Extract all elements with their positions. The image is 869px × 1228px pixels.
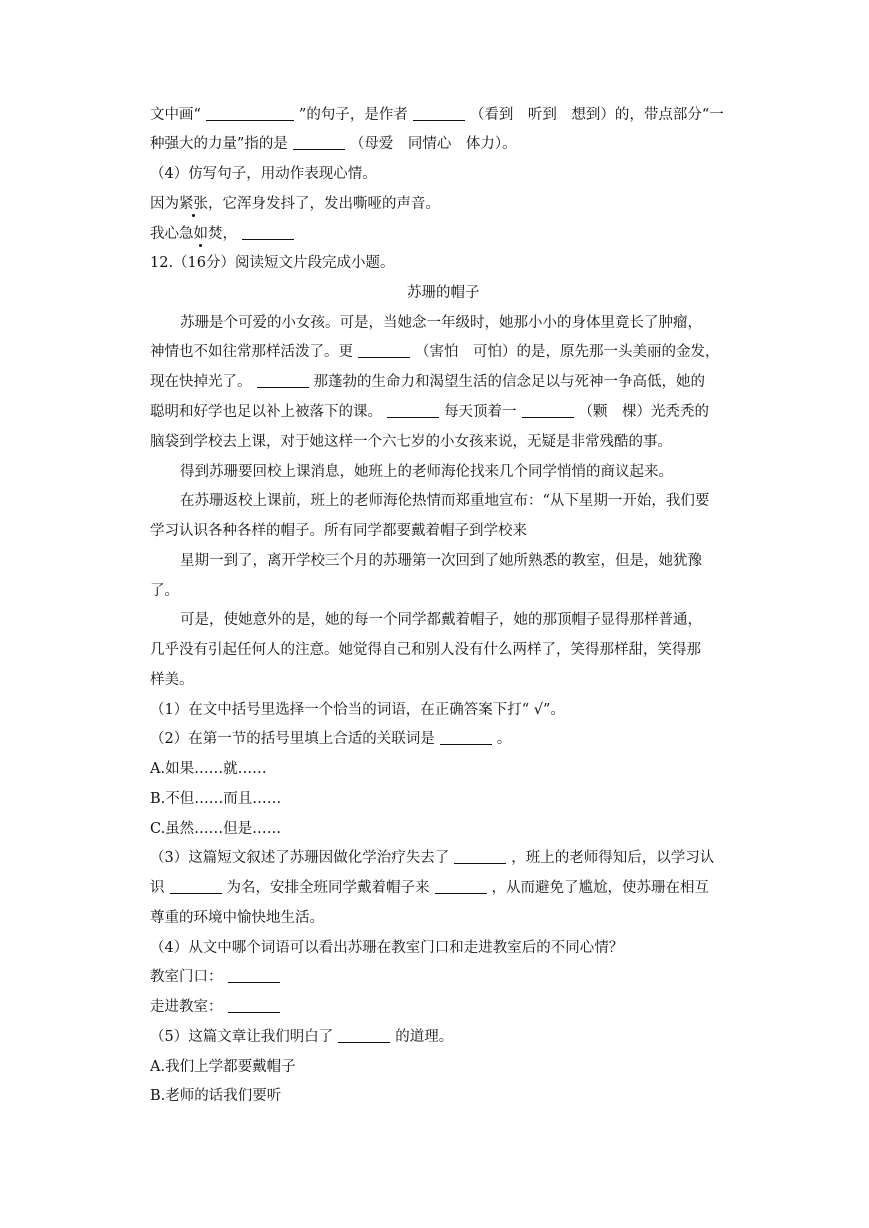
- text: 文中画“: [150, 107, 201, 123]
- answer-blank[interactable]: [242, 225, 294, 240]
- text: （2）在第一节的括号里填上合适的关联词是: [150, 731, 435, 747]
- text: 聪明和好学也足以补上被落下的课。: [150, 404, 382, 420]
- answer-line: [150, 997, 285, 1017]
- text: 每天顶着一: [444, 404, 517, 420]
- passage-line: [150, 402, 709, 422]
- text-line: [150, 134, 517, 154]
- answer-blank[interactable]: [522, 403, 574, 418]
- question-4: （4）仿写句子，用动作表现心情。: [150, 166, 377, 182]
- answer-blank[interactable]: [440, 730, 492, 745]
- question-12: 12.（16分）阅读短文片段完成小题。: [150, 255, 395, 271]
- sub-question-3-line: [150, 878, 709, 898]
- text: 现在快掉光了。: [150, 374, 252, 390]
- text: 识: [150, 880, 165, 896]
- answer-blank[interactable]: [387, 403, 439, 418]
- answer-blank[interactable]: [413, 106, 465, 121]
- answer-blank[interactable]: [454, 849, 506, 864]
- text: 因为: [150, 196, 179, 212]
- sub-question-1: （1）在文中括号里选择一个恰当的词语，在正确答案下打“ √”。: [150, 702, 565, 718]
- dotted-text: 急如焚: [179, 226, 223, 242]
- passage-line: 在苏珊返校上课前，班上的老师海伦热情而郑重地宣布：“从下星期一开始，我们要: [180, 493, 710, 509]
- text: 走进教室：: [150, 999, 223, 1015]
- answer-blank[interactable]: [338, 1028, 390, 1043]
- sub-question-2: [150, 729, 511, 749]
- dotted-text: 紧张: [179, 196, 208, 212]
- text: 的道理。: [395, 1029, 454, 1045]
- text: 那蓬勃的生命力和渴望生活的信念足以与死神一争高低，她的: [313, 374, 705, 390]
- answer-blank[interactable]: [228, 998, 280, 1013]
- option-b[interactable]: B.不但……而且……: [150, 791, 282, 807]
- passage-line: 学习认识各种各样的帽子。所有同学都要戴着帽子到学校来: [150, 523, 527, 539]
- text: 。: [496, 731, 512, 747]
- answer-blank[interactable]: [257, 373, 309, 388]
- text: 我心: [150, 226, 179, 242]
- answer-blank[interactable]: [293, 135, 345, 150]
- option-a[interactable]: A.我们上学都要戴帽子: [150, 1059, 296, 1075]
- text: （害怕 可怕）的是，原先那一头美丽的金发，: [415, 344, 720, 360]
- text: （5）这篇文章让我们明白了: [150, 1029, 334, 1045]
- text: （母爱 同情心 体力）。: [349, 136, 517, 152]
- answer-blank[interactable]: [435, 879, 487, 894]
- text-line: [150, 105, 724, 125]
- option-c[interactable]: C.虽然……但是……: [150, 821, 282, 837]
- answer-line: [150, 967, 285, 987]
- answer-blank[interactable]: [170, 879, 222, 894]
- text: （颗 棵）光秃秃的: [578, 404, 709, 420]
- answer-blank[interactable]: [228, 968, 280, 983]
- text: ，它浑身发抖了，发出嘶哑的声音。: [208, 196, 440, 212]
- passage-line: 几乎没有引起任何人的注意。她觉得自己和别人没有什么两样了，笑得那样甜，笑得那: [150, 642, 701, 658]
- option-a[interactable]: A.如果……就……: [150, 761, 267, 777]
- passage-line: 脑袋到学校去上课，对于她这样一个六七岁的小女孩来说，无疑是非常残酷的事。: [150, 434, 672, 450]
- example-sentence: [150, 194, 440, 214]
- passage-line: [150, 372, 705, 392]
- passage-line: 得到苏珊要回校上课消息，她班上的老师海伦找来几个同学悄悄的商议起来。: [180, 464, 673, 480]
- text: 教室门口：: [150, 969, 223, 985]
- passage-line: 样美。: [150, 672, 194, 688]
- sub-question-3-line: 尊重的环境中愉快地生活。: [150, 910, 324, 926]
- sub-question-4: （4）从文中哪个词语可以看出苏珊在教室门口和走进教室后的不同心情？: [150, 940, 624, 956]
- text: ，: [222, 226, 237, 242]
- text: 神情也不如往常那样活泼了。更: [150, 344, 353, 360]
- answer-blank[interactable]: [206, 106, 294, 121]
- text: ，班上的老师得知后，以学习认: [511, 850, 715, 866]
- sub-question-5: [150, 1027, 453, 1047]
- text: （3）这篇短文叙述了苏珊因做化学治疗失去了: [150, 850, 450, 866]
- passage-line: [150, 342, 720, 362]
- text: 种强大的力量”指的是: [150, 136, 288, 152]
- answer-blank[interactable]: [358, 343, 410, 358]
- text: ，从而避免了尴尬，使苏珊在相互: [491, 880, 709, 896]
- imitation-sentence: [150, 224, 299, 244]
- passage-title: 苏珊的帽子: [407, 285, 480, 301]
- passage-line: 了。: [150, 583, 179, 599]
- text: 为名，安排全班同学戴着帽子来: [226, 880, 430, 896]
- passage-line: 可是，使她意外的是，她的每一个同学都戴着帽子，她的那顶帽子显得那样普通，: [180, 612, 702, 628]
- text: ”的句子，是作者: [298, 107, 408, 123]
- sub-question-3: [150, 848, 714, 868]
- passage-line: 星期一到了，离开学校三个月的苏珊第一次回到了她所熟悉的教室，但是，她犹豫: [180, 553, 702, 569]
- passage-line: 苏珊是个可爱的小女孩。可是，当她念一年级时，她那小小的身体里竟长了肿瘤，: [180, 315, 702, 331]
- text: （看到 听到 想到）的，带点部分“一: [469, 107, 724, 123]
- option-b[interactable]: B.老师的话我们要听: [150, 1088, 282, 1104]
